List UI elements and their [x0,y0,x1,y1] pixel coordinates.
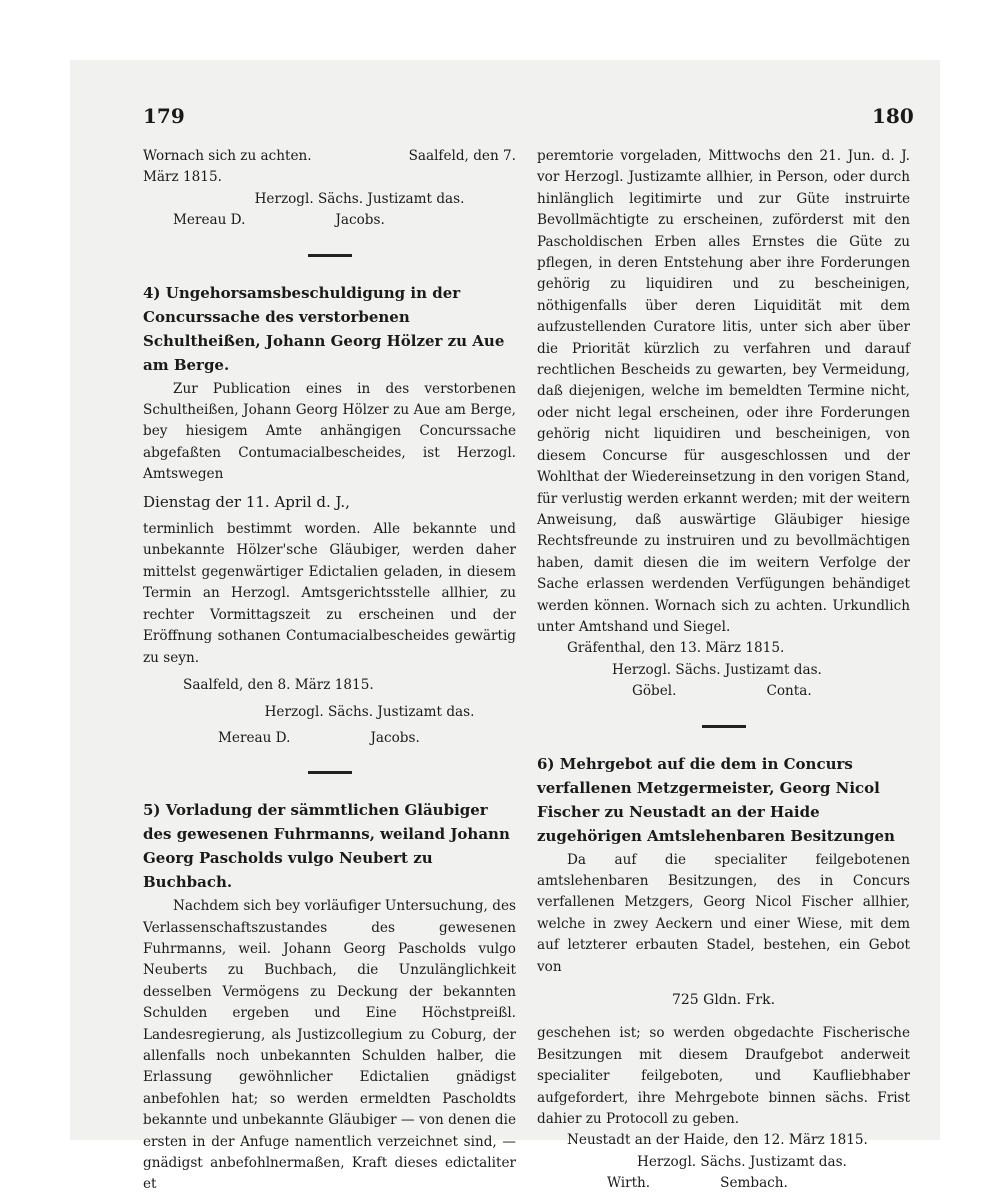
section-5-signature-1: Göbel. [632,683,677,700]
section-4-signature-1: Mereau D. [218,729,291,746]
section-6-amount: 725 Gldn. Frk. [671,992,776,1008]
section-5-authority: Herzogl. Sächs. Justizamt das. [612,661,822,678]
section-5-place-date: Gräfenthal, den 13. März 1815. [567,640,785,657]
section-4-date: Dienstag der 11. April d. J., [143,492,350,511]
intro-signatures [143,210,516,231]
section-6-paragraph-1: Da auf die specialiter feilgebotenen amtslehenbaren Besitzungen, des in Concurs verfallenen Metzgers, Georg Nicol Fischer allhier, welche in zwey Aeckern und einer Wiese, mit dem auf letzterer erbauten Stadel, bestehen, ein Gebot von [537,851,910,975]
intro-place: Saalfeld, den 7. [408,148,516,164]
section-6-place-date: Neustadt an der Haide, den 12. März 1815. [567,1132,868,1149]
section-6-signatures [537,1173,910,1194]
section-5-heading: 5) Vorladung der sämmtlichen Gläubiger des gewesenen Fuhrmanns, weiland Johann Georg Pascholds vulgo Neubert zu Buchbach. [143,801,510,892]
section-5-signatures [537,681,910,702]
section-6-heading: 6) Mehrgebot auf die dem in Concurs verfallenen Metzgermeister, Georg Nicol Fischer zu Neustadt an der Haide zugehörigen Amtslehenbaren Besitzungen [537,754,895,845]
section-separator [308,771,352,774]
section-4-authority: Herzogl. Sächs. Justizamt das. [264,704,475,721]
section-4-place-date: Saalfeld, den 8. März 1815. [183,676,374,693]
intro-signature-1: Mereau D. [173,212,246,229]
section-separator [308,254,352,257]
section-6-paragraph-2: geschehen ist; so werden obgedachte Fischerische Besitzungen mit diesem Draufgebot anderweit specialiter feilgeboten, und Kaufliebhaber aufgefordert, ihre Mehrgebote binnen sächs. Frist dahier zu Protocoll zu geben. [537,1025,910,1128]
section-5-paragraph-1: Nachdem sich bey vorläufiger Untersuchung, des Verlassenschaftszustandes des gewesenen Fuhrmanns, weil. Johann Georg Pascholds vulgo Neuberts zu Buchbach, die Unzulänglichkeit desselben Vermögens zu Deckung der bekannten Schulden ergeben und Eine Höchstpreißl. Landesregierung, als Justizcollegium zu Coburg, der allenfalls noch unbekannten Schulden halber, die Erlassung gewöhnlicher Edictalien gnädigst anbefohlen hat; so werden ermeldten Pascholdts bekannte und unbekannte Gläubiger — von denen die ersten in der Anfuge namentlich verzeichnet sind, — gnädigst anbefohlnermaßen, Kraft dieses edictaliter et [143,898,516,1193]
section-6-authority: Herzogl. Sächs. Justizamt das. [637,1153,847,1170]
section-4-heading: 4) Ungehorsamsbeschuldigung in der Concurssache des verstorbenen Schultheißen, Johann Georg Hölzer zu Aue am Berge. [143,283,505,374]
intro-first-line [143,146,516,167]
section-4-signatures [143,728,516,749]
page-number-left: 179 [143,104,185,128]
left-column [143,146,516,1196]
section-6-signature-1: Wirth. [607,1175,651,1192]
page-number-right: 180 [872,104,914,128]
intro-signature-2: Jacobs. [335,212,385,229]
section-separator [702,725,746,728]
section-5-signature-2: Conta. [766,683,812,700]
section-4-paragraph-2: terminlich bestimmt worden. Alle bekannte und unbekannte Hölzer'sche Gläubiger, werden daher mittelst gegenwärtiger Edictalien geladen, in diesem Termin an Herzogl. Amtsgerichtsstelle allhier, zu rechter Vormittagszeit zu erscheinen und der Eröffnung sothanen Contumacialbescheides gewärtig zu seyn. [143,521,516,666]
section-6-signature-2: Sembach. [720,1175,788,1192]
right-column [537,146,910,1195]
section-4-paragraph-1: Zur Publication eines in des verstorbenen Schultheißen, Johann Georg Hölzer zu Aue am Berge, bey hiesigem Amte anhängigen Concurssache abgefaßten Contumacialbescheides, ist Herzogl. Amtswegen [143,380,516,483]
section-4-signature-2: Jacobs. [370,729,420,746]
intro-date: März 1815. [143,169,222,186]
intro-authority: Herzogl. Sächs. Justizamt das. [254,190,465,207]
section-5-continuation: peremtorie vorgeladen, Mittwochs den 21. Jun. d. J. vor Herzogl. Justizamte allhier, in Person, oder durch hinlänglich legitimirte und zur Güte instruirte Bevollmächtigte zu erscheinen, zuförderst mit den Pascholdischen Erben alles Ernstes die Güte zu pflegen, in deren Entstehung aber ihre Forderungen gehörig zu liquidiren und zu bescheinigen, nöthigenfalls über deren Liquidität mit dem aufzustellenden Curatore litis, unter sich aber über die Priorität kürzlich zu verfahren und darauf rechtlichen Bescheids zu gewarten, bey Vermeidung, daß diejenigen, welche im bemeldten Termine nicht, oder nicht legal erscheinen, oder ihre Forderungen gehörig nicht liquidiren und bescheinigen, von diesem Concurse für ausgeschlossen und der Wohlthat der Wiedereinsetzung in den vorigen Stand, für verlustig werden erkannt werden; mit der weitern Anweisung, daß auswärtige Gläubiger hiesige Rechtsfreunde zu instruiren und zu bevollmächtigen haben, damit diesen die im weitern Verfolge der Sache erlassen werdenden Verfügungen behändiget werden können. Wornach sich zu achten. Urkundlich unter Amtshand und Siegel. [537,148,910,635]
intro-text: Wornach sich zu achten. [143,148,312,164]
